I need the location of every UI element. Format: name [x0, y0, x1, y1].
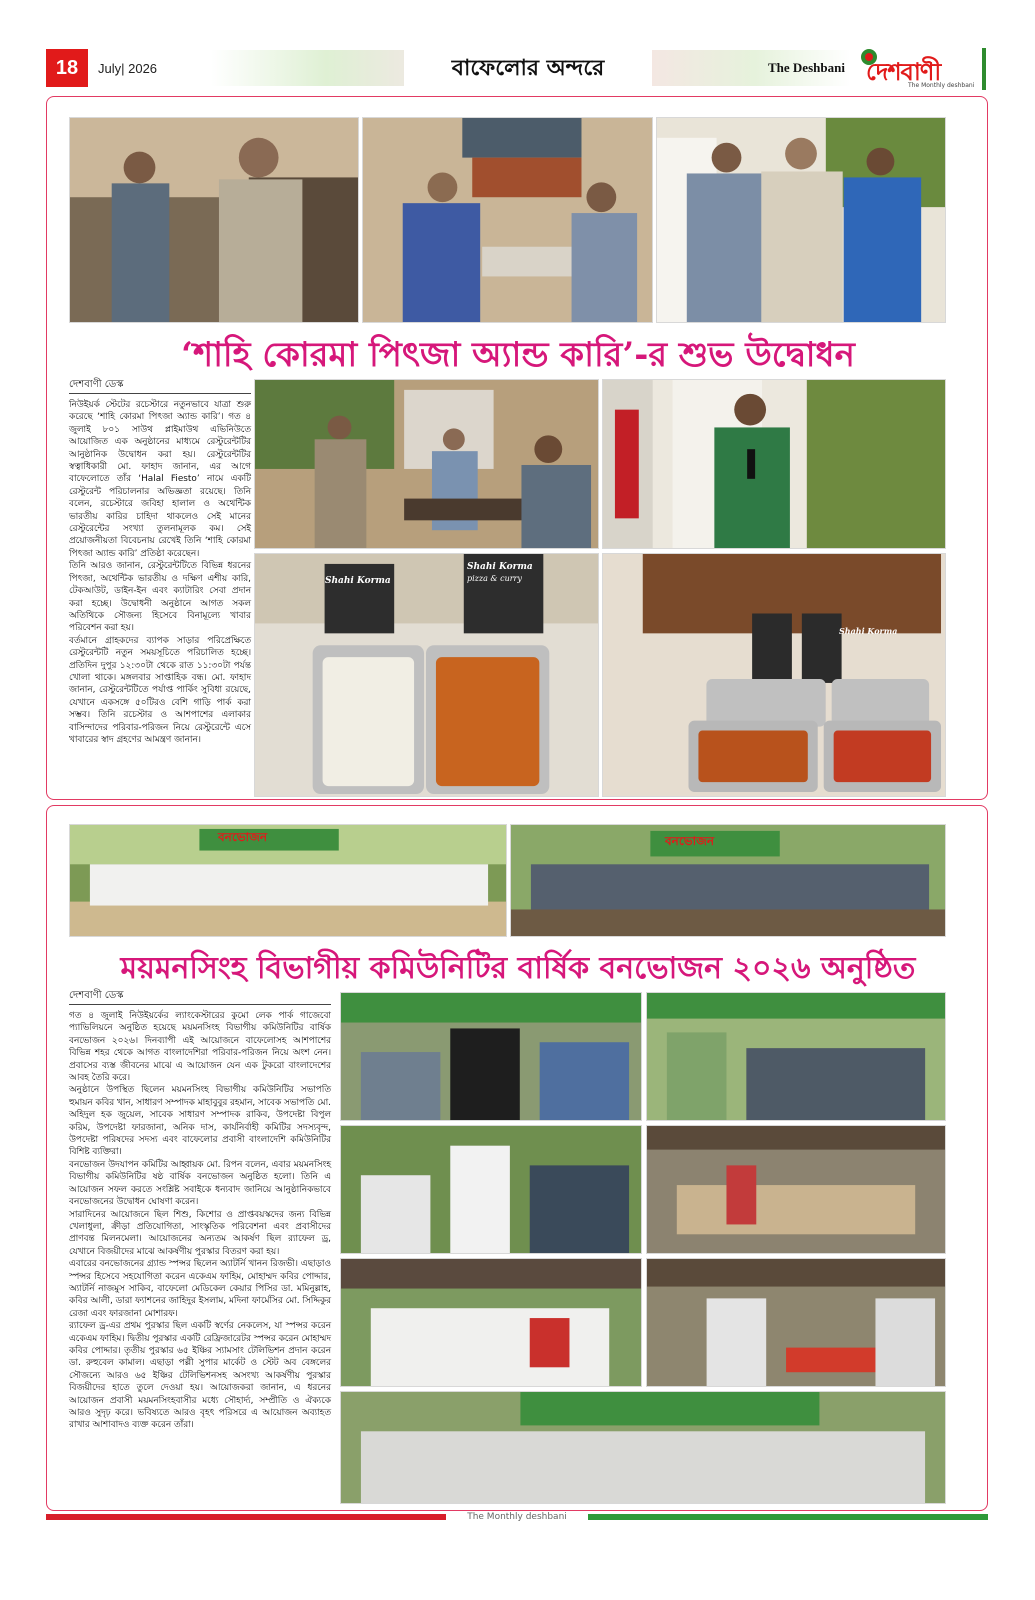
photo-speaker-microphone — [340, 992, 642, 1121]
story1-body — [69, 399, 251, 746]
menu-tent-subtitle: pizza & curry — [467, 574, 522, 583]
story1-paragraph: বর্তমানে গ্রাহকদের ব্যাপক সাড়ার পরিপ্রেক্ষিতে রেস্টুরেন্টটি নতুন সময়সূচিতে পরিচালিত হচ্ছে। প্রতিদিন দুপুর ১২:৩০টা থেকে রাত ১১:৩০টা পর্যন্ত খোলা থাকে। মঙ্গলবার সাপ্তাহিক বন্ধ। মো. ফাহাদ জানান, রেস্টুরেন্টটিতে পর্যাপ্ত পার্কিং সুবিধা রয়েছে, যেখানে একসঙ্গে ৫০টিরও বেশি গাড়ি পার্ক করা সম্ভব। তিনি রচেস্টার ও আশপাশের এলাকার বাসিন্দাদের পরিবার-পরিজন নিয়ে রেস্টুরেন্টে এসে খাবারের স্বাদ গ্রহণের আমন্ত্রণ জানান। — [69, 635, 251, 745]
photo-audience-tables — [646, 992, 946, 1121]
footer-label: The Monthly deshbani — [467, 1512, 567, 1522]
story1-paragraph: তিনি আরও জানান, রেস্টুরেন্টটিতে বিভিন্ন ধরনের পিৎজা, অথেন্টিক ভারতীয় ও দক্ষিণ এশীয় কারি, টেকআউট, ডাইন-ইন এবং ক্যাটারিং সেবা প্রদান করা হচ্ছে। উদ্বোধনী অনুষ্ঠানে আগত সকল অতিথিকে সৌজন্য হিসেবে বিনামূল্যে খাবার পরিবেশন করা হয়। — [69, 561, 251, 634]
menu-tent-title: Shahi Korma — [467, 562, 533, 572]
photo-owners-inside — [69, 117, 359, 323]
story2-paragraph: এবারের বনভোজনের গ্র্যান্ড স্পন্সর ছিলেন অ্যাটর্নি খানন রিজভী। এছাড়াও স্পন্সর হিসেবে সহযোগিতা করেন একেএম ফাহিম, মোহাম্মদ কবির পোদ্দার, অ্যাটর্নি নাজমুস সাকিব, বাফেলো মেডিকেল কেয়ার পিসির ডা. মমিনুল্লাহ, কবির আলী, ডারা ফ্যাশনের জাহিদুর ইসলাম, মদিনা ফার্মেসির মো. সিদ্দিকুর রেজা এবং ফারজানা মোশারফ। — [69, 1259, 331, 1319]
photo-three-men-door — [656, 117, 946, 323]
deshbani-logo — [858, 46, 986, 90]
logo-accent-bar — [982, 48, 986, 90]
logo-text: দেশবাণী — [866, 58, 941, 86]
byline-divider — [69, 393, 251, 394]
photo-address-crowd — [340, 1125, 642, 1254]
story1-headline: ‘শাহি কোরমা পিৎজা অ্যান্ড কারি’-র শুভ উদ্বোধন — [181, 335, 855, 375]
byline-divider — [69, 1004, 331, 1005]
page-header — [46, 44, 988, 92]
footer-green-bar — [588, 1514, 988, 1520]
story2-paragraph: র‍্যাফেল ড্র-এর প্রথম পুরস্কার ছিল একটি স্বর্ণের নেকলেস, যা স্পন্সর করেন একেএম ফাহিম। দ্বিতীয় পুরস্কার একটি রেফ্রিজারেটর স্পন্সর করেন মোহাম্মদ কবির পোদ্দার। তৃতীয় পুরস্কার ৬৫ ইঞ্চির স্যামসাং টেলিভিশন প্রদান করেন ডা. রুহুবেল কামাল। এছাড়া পল্লী সুপার মার্কেট ও স্টেট অব বেঙ্গলের সৌজন্যে আরও ৬৫ ইঞ্চির টেলিভিশনসহ অসংখ্য আকর্ষণীয় পুরস্কার বিজয়ীদের হাতে তুলে দেওয়া হয়। আয়োজকরা জানান, এ ধরনের আয়োজন প্রবাসী ময়মনসিংহবাসীর মধ্যে সৌহার্দ্য, সম্প্রীতি ও ঐক্যকে আরও সুদৃঢ় করে। ভবিষ্যতে আরও বৃহৎ পরিসরে এ আয়োজন অব্যাহত রাখার আশাবাদও ব্যক্ত করেন তাঁরা। — [69, 1321, 331, 1431]
picnic-banner: বনভোজন — [665, 834, 714, 848]
photo-interview-dining — [254, 379, 599, 549]
photo-park-gathering — [340, 1258, 642, 1387]
story2-body — [69, 1010, 331, 1432]
story-panel-restaurant — [46, 96, 988, 800]
story2-paragraph: সারাদিনের আয়োজনে ছিল শিশু, কিশোর ও প্রাপ্তবয়স্কদের জন্য বিভিন্ন খেলাধুলা, ক্রীড়া প্রতিযোগিতা, সাংস্কৃতিক পরিবেশনা এবং প্রবাসীদের প্রাণবন্ত মিলনমেলা। আয়োজনের অন্যতম আকর্ষণ ছিল র‍্যাফেল ড্র, যেখানে বিজয়ীদের মাঝে আকর্ষণীয় পুরস্কার বিতরণ করা হয়। — [69, 1209, 331, 1257]
story1-byline: দেশবাণী ডেস্ক — [69, 379, 124, 390]
photo-group-white-shirts — [69, 824, 507, 937]
story-panel-picnic — [46, 805, 988, 1511]
photo-guests-food-table — [362, 117, 653, 323]
photo-cake-cutting — [646, 1258, 946, 1387]
story2-paragraph: গত ৪ জুলাই নিউইয়র্কের ল্যাংকেস্টারের কুমো লেক পার্ক গাজেবো প্যাভিলিয়নে অনুষ্ঠিত হয়েছে ময়মনসিংহ বিভাগীয় কমিউনিটির বার্ষিক বনভোজন ২০২৬। দিনব্যাপী এই আয়োজনে বাফেলোসহ আশপাশের বিভিন্ন শহর থেকে আগত বাংলাদেশিরা পরিবার-পরিজন নিয়ে অংশ নেন। প্রবাসের ব্যস্ত জীবনের মাঝে এ আয়োজন যেন এক টুকরো বাংলাদেশের আবহ তৈরি করে। — [69, 1011, 331, 1084]
publication-name: The Deshbani — [768, 60, 845, 75]
logo-subtitle: The Monthly deshbani — [908, 82, 975, 89]
page-footer — [46, 1511, 988, 1523]
story2-paragraph: বনভোজন উদযাপন কমিটির আহ্বায়ক মো. রিপন বলেন, এবার ময়মনসিংহ বিভাগীয় কমিউনিটির ষষ্ঠ বার্ষিক বনভোজন অনুষ্ঠিত হলো। তিনি এ আয়োজন সফল করতে সংশ্লিষ্ট সবাইকে ধন্যবাদ জানিয়ে আনুষ্ঠানিকভাবে বনভোজনের উদ্বোধন ঘোষণা করেন। — [69, 1159, 331, 1208]
story2-byline: দেশবাণী ডেস্ক — [69, 990, 124, 1001]
photo-group-seated — [510, 824, 946, 937]
page-number: 18 — [46, 49, 88, 87]
story2-paragraph: অনুষ্ঠানে উপস্থিত ছিলেন ময়মনসিংহ বিভাগীয় কমিউনিটির সভাপতি হুমায়ন কবির খান, সাধারণ সম্পাদক মাহাবুবুর রহমান, সাবেক সভাপতি মো. অহিদুল হক জুয়েল, সাবেক সাধারণ সম্পাদক রাকিব, উপদেষ্টা বিপুল করিম, উপদেষ্টা ফারজানা, অনিক দাস, কার্যনির্বাহী কমিটির সদস্যবৃন্দ, উপদেষ্টা পরিষদের সদস্য এবং বাফেলোর প্রবাসী বাংলাদেশি কমিউনিটির বিশিষ্ট ব্যক্তিরা। — [69, 1085, 332, 1158]
picnic-banner: বনভোজন — [218, 830, 267, 844]
footer-red-bar — [46, 1514, 446, 1520]
photo-reporter-microphone — [602, 379, 946, 549]
issue-date: July| 2026 — [98, 61, 158, 76]
story2-headline: ময়মনসিংহ বিভাগীয় কমিউনিটির বার্ষিক বনভোজন ২০২৬ অনুষ্ঠিত — [120, 951, 916, 986]
story1-paragraph: নিউইয়র্ক স্টেটের রচেস্টারে নতুনভাবে যাত্রা শুরু করেছে ‘শাহি কোরমা পিৎজা অ্যান্ড কারি’। গত ৪ জুলাই ৮০১ সাউথ প্লাইমাউথ এভিনিউতে আয়োজিত এক অনুষ্ঠানের মাধ্যমে রেস্টুরেন্টটির আনুষ্ঠানিক উদ্বোধন করা হয়। রেস্টুরেন্টটির স্বত্বাধিকারী মো. ফাহাদ জানান, এর আগে বাফেলোতে তাঁর ‘Halal Fiesto’ নামে একটি রেস্টুরেন্ট পরিচালনার অভিজ্ঞতা রয়েছে। তিনি বলেন, রচেস্টারে জবিহা হালাল ও অথেন্টিক ভারতীয় কারির চাহিদা থাকলেও সেই মানের রেস্টুরেন্টের সংখ্যা তুলনামূলক কম। সেই প্রয়োজনীয়তা বিবেচনায় রেখেই তিনি ‘শাহি কোরমা পিৎজা অ্যান্ড কারি’ প্রতিষ্ঠা করেছেন। — [69, 400, 251, 559]
photo-rice-and-curry — [254, 553, 599, 797]
photo-catering-trays — [602, 553, 946, 797]
menu-tent-title: Shahi Korma — [839, 626, 898, 636]
photo-pavilion-families — [646, 1125, 946, 1254]
menu-tent-title: Shahi Korma — [325, 576, 391, 586]
photo-seated-guests-banner — [340, 1391, 946, 1504]
section-title: বাফেলোর অন্দরে — [404, 50, 652, 86]
